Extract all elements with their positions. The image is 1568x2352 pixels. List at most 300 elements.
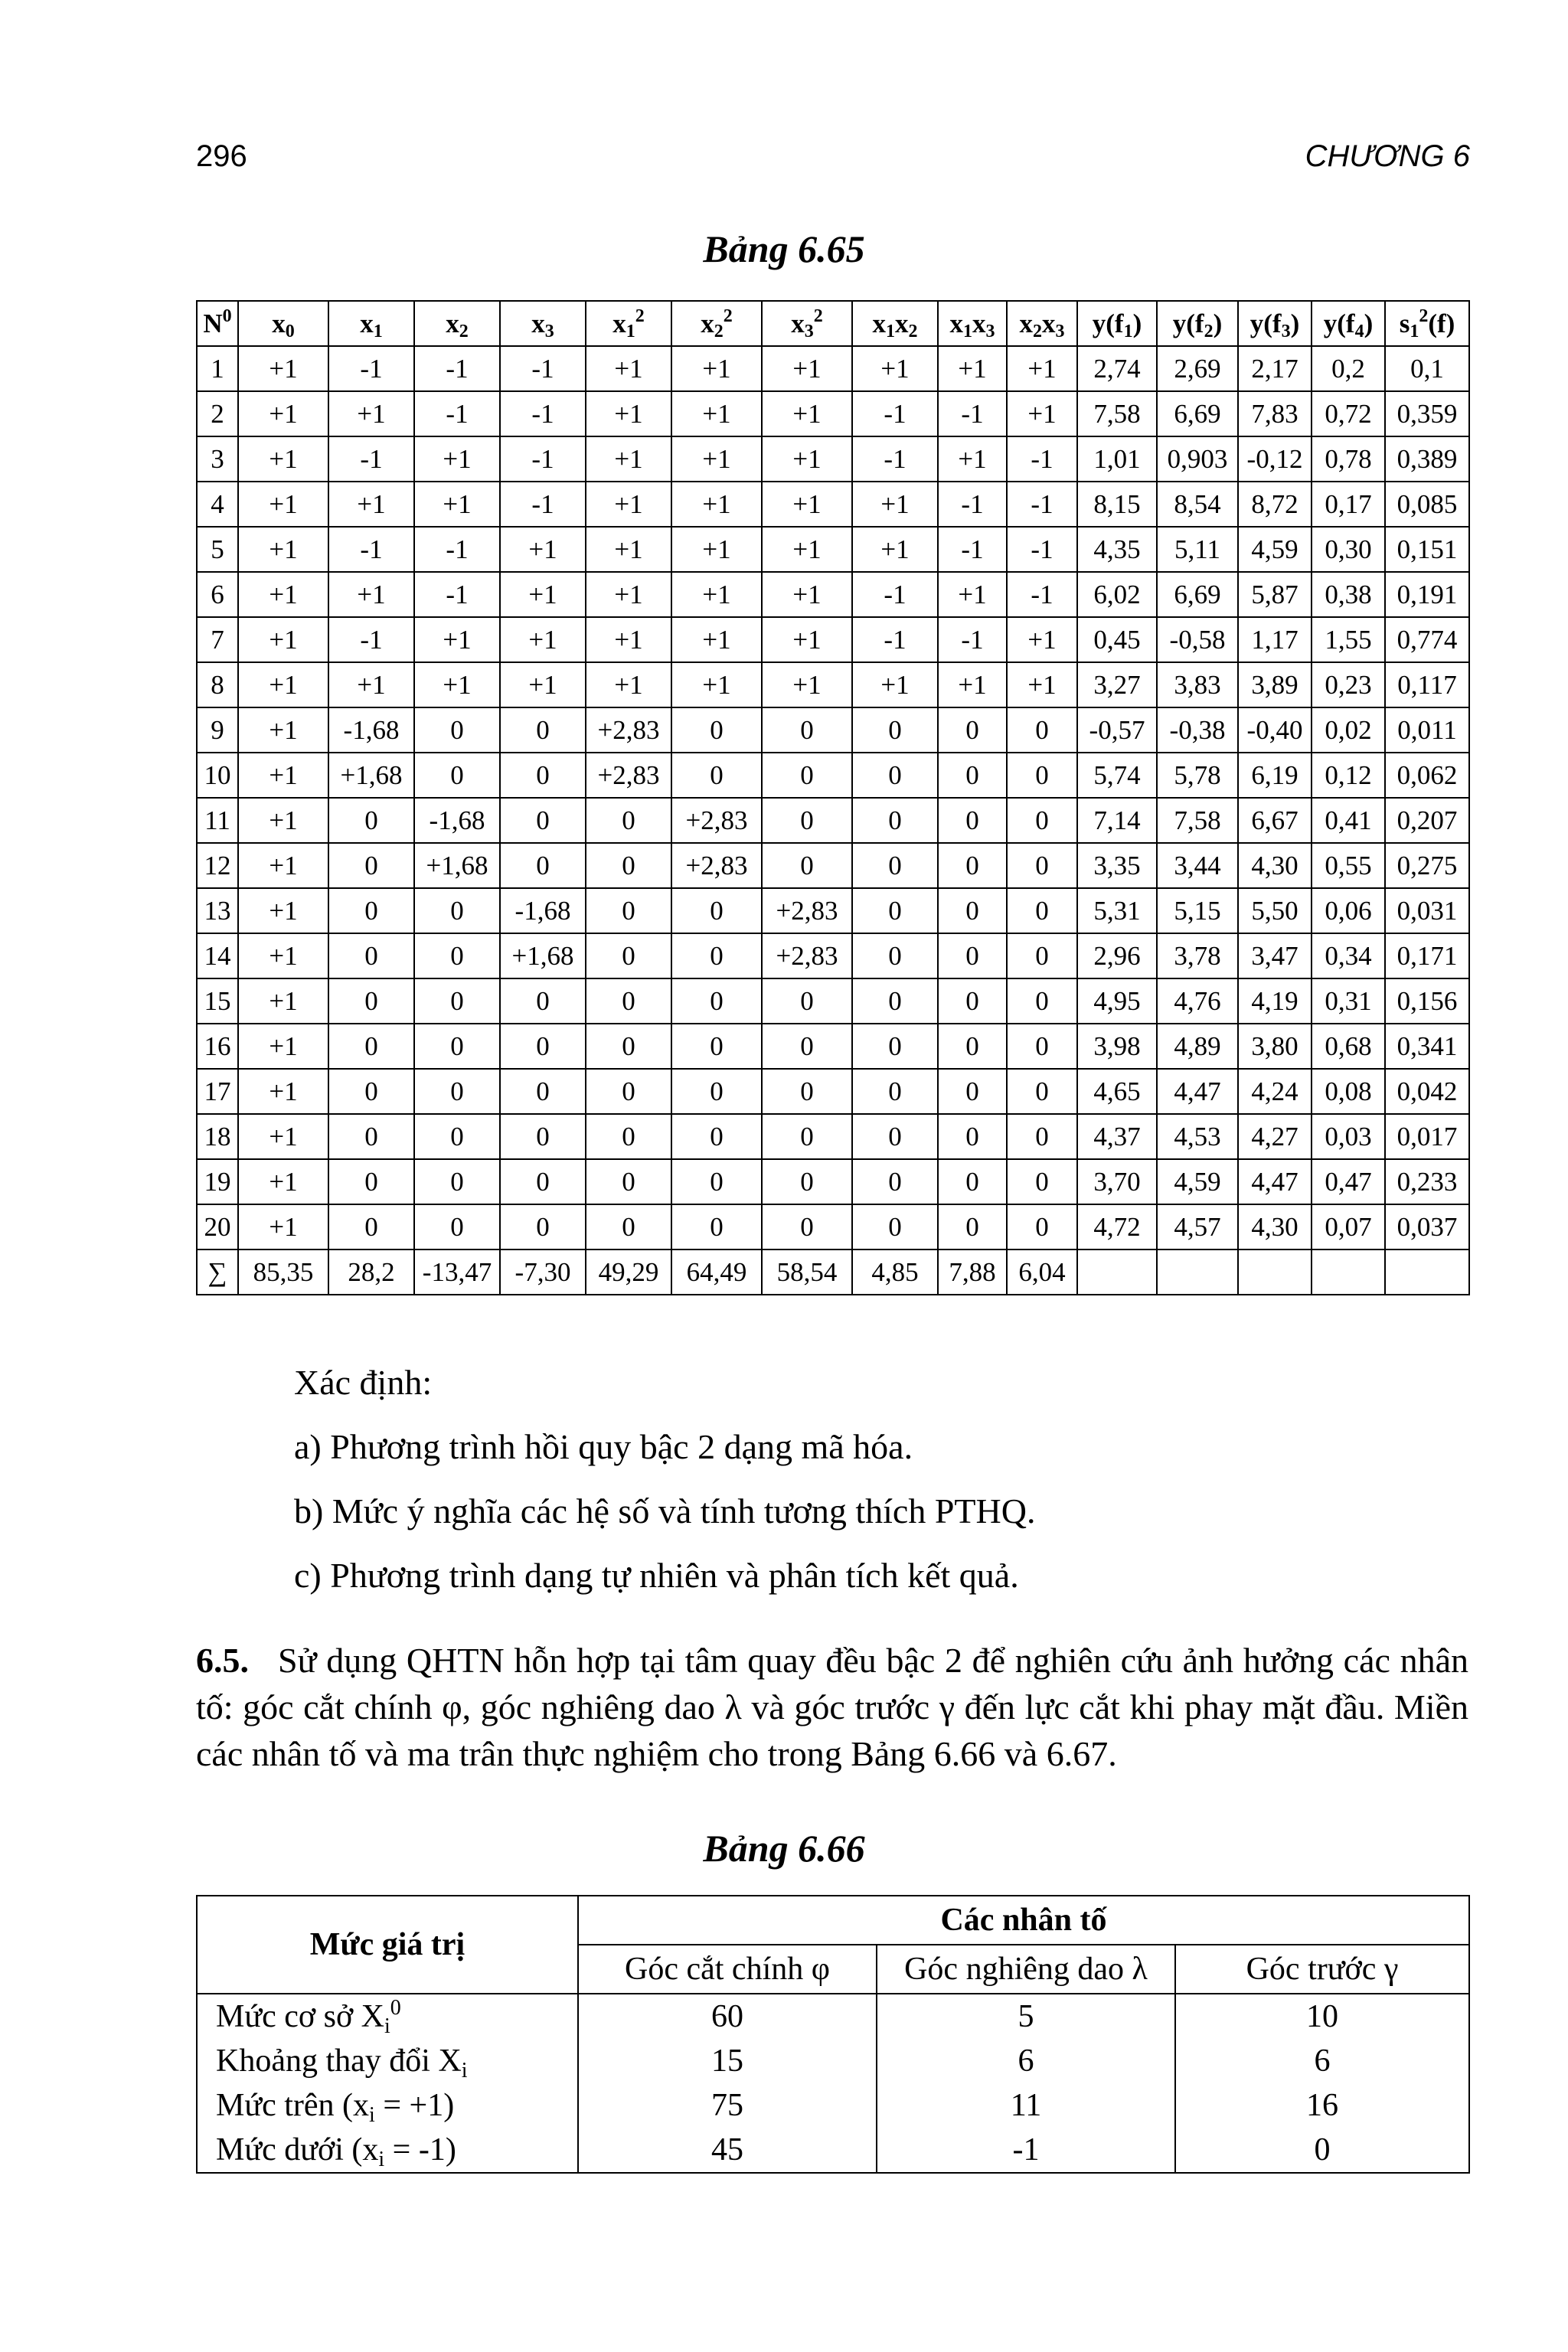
table-row	[197, 617, 1469, 662]
table-cell: +1	[586, 617, 671, 662]
table-cell: 4,57	[1157, 1204, 1238, 1250]
table-cell: -1	[938, 527, 1007, 572]
table-cell: +1	[238, 978, 328, 1024]
table-cell: 1,01	[1077, 436, 1157, 482]
header-sup: 2	[813, 305, 823, 326]
table-cell: -1	[938, 391, 1007, 436]
table-cell: 0,359	[1385, 391, 1469, 436]
table-cell: 0,903	[1157, 436, 1238, 482]
table-row	[197, 798, 1469, 843]
table-cell: 6,19	[1238, 753, 1312, 798]
header-base: x	[612, 308, 626, 338]
table-cell: 4,24	[1238, 1069, 1312, 1114]
table-cell: 3,78	[1157, 933, 1238, 978]
table-cell: 0,23	[1312, 662, 1385, 707]
table-cell: 0	[328, 933, 414, 978]
table-cell: +1	[671, 391, 762, 436]
table-cell: 3,89	[1238, 662, 1312, 707]
table-cell: 0	[1007, 1114, 1077, 1159]
table-65-header-cell	[1238, 301, 1312, 346]
table-cell: +1	[328, 391, 414, 436]
table-cell: 0,062	[1385, 753, 1469, 798]
table-cell: +1	[586, 662, 671, 707]
table-65-header-row	[197, 301, 1469, 346]
table-66-row	[197, 2128, 1469, 2173]
table-cell: 0	[328, 978, 414, 1024]
table-cell: -1	[328, 346, 414, 391]
table-cell: 3,98	[1077, 1024, 1157, 1069]
table-cell: 0	[500, 798, 586, 843]
header-tail: )	[1290, 308, 1300, 338]
table-cell: +1	[586, 527, 671, 572]
row-label-text: Mức dưới (x	[216, 2132, 379, 2167]
header-sub: 2	[714, 321, 724, 341]
header-base: y(f	[1092, 308, 1124, 338]
table-cell: +1	[238, 1159, 328, 1204]
row-label-sub: i	[461, 2059, 468, 2082]
header-sub2: 3	[1055, 321, 1065, 341]
table-cell: -1	[1007, 482, 1077, 527]
table-cell: +1	[852, 527, 938, 572]
table-cell: 0	[762, 753, 852, 798]
table-cell: +1	[414, 436, 500, 482]
table-cell: 3,27	[1077, 662, 1157, 707]
table-cell: +2,83	[671, 843, 762, 888]
table-cell: +1	[1007, 391, 1077, 436]
table-cell: +1,68	[328, 753, 414, 798]
header-base2: x	[1042, 308, 1056, 338]
table-cell: 0,031	[1385, 888, 1469, 933]
table-cell: -1,68	[328, 707, 414, 753]
sum-cell: -13,47	[414, 1250, 500, 1295]
table-cell: 0	[762, 1069, 852, 1114]
table-cell: 0,06	[1312, 888, 1385, 933]
table-cell: 9	[197, 707, 238, 753]
table-cell: +1	[938, 572, 1007, 617]
table-cell: 4,72	[1077, 1204, 1157, 1250]
table-cell: 5,15	[1157, 888, 1238, 933]
sum-cell: 4,85	[852, 1250, 938, 1295]
factor-name-phi: Góc cắt chính φ	[578, 1945, 877, 1994]
table-cell: 0	[1007, 888, 1077, 933]
value-cell: 15	[578, 2039, 877, 2083]
table-cell: 0	[671, 707, 762, 753]
table-cell: 0	[671, 888, 762, 933]
table-cell: 0	[414, 1159, 500, 1204]
table-sum-row	[197, 1250, 1469, 1295]
table-65-header-cell	[500, 301, 586, 346]
table-cell: 0	[852, 753, 938, 798]
table-cell: 0	[1007, 707, 1077, 753]
row-label-text: Mức cơ sở X	[216, 1999, 384, 2034]
table-cell: +1	[238, 1114, 328, 1159]
table-cell: 0	[938, 843, 1007, 888]
table-cell: 0	[852, 798, 938, 843]
table-cell: +1	[238, 572, 328, 617]
table-cell: 0	[852, 707, 938, 753]
table-cell: 0	[414, 933, 500, 978]
table-cell: -1	[328, 617, 414, 662]
table-row	[197, 391, 1469, 436]
table-cell: +1	[500, 617, 586, 662]
table-cell: -1	[500, 436, 586, 482]
table-65-caption: Bảng 6.65	[703, 227, 865, 270]
header-base: y(f	[1250, 308, 1282, 338]
table-cell: +1	[500, 527, 586, 572]
row-label	[197, 1994, 578, 2039]
table-cell: 0,08	[1312, 1069, 1385, 1114]
table-cell: 0	[328, 1114, 414, 1159]
table-cell: -1	[852, 572, 938, 617]
table-cell: 0	[328, 1069, 414, 1114]
table-cell: 5,78	[1157, 753, 1238, 798]
header-base: x	[531, 308, 545, 338]
task-list	[294, 1359, 1468, 1616]
header-tail: )	[1213, 308, 1223, 338]
table-cell: +1	[238, 1069, 328, 1114]
table-cell: 0,191	[1385, 572, 1469, 617]
table-cell: -1	[852, 436, 938, 482]
task-item-c: c) Phương trình dạng tự nhiên và phân tích kết quả.	[294, 1556, 1019, 1595]
header-sub: 1	[963, 321, 972, 341]
exercise-number: 6.5.	[196, 1641, 249, 1680]
table-65	[196, 300, 1470, 1295]
table-65-header-cell	[762, 301, 852, 346]
table-cell: 0	[852, 843, 938, 888]
table-cell: 0	[1007, 753, 1077, 798]
header-sub: 0	[285, 321, 295, 341]
table-cell: 14	[197, 933, 238, 978]
table-cell: -1,68	[414, 798, 500, 843]
table-cell: 0	[586, 978, 671, 1024]
level-header: Mức giá trị	[197, 1896, 578, 1994]
table-cell: 0	[586, 888, 671, 933]
table-cell: 0,34	[1312, 933, 1385, 978]
header-base: y(f	[1172, 308, 1204, 338]
header-base: x	[791, 308, 805, 338]
table-cell: 0,042	[1385, 1069, 1469, 1114]
table-cell: 0	[1007, 1024, 1077, 1069]
table-cell: 0	[414, 1204, 500, 1250]
header-base: y(f	[1323, 308, 1355, 338]
table-cell: 3,83	[1157, 662, 1238, 707]
table-cell: +1	[238, 798, 328, 843]
table-row	[197, 978, 1469, 1024]
table-cell: 0	[762, 1204, 852, 1250]
table-cell: 0	[586, 1069, 671, 1114]
table-cell: +1	[414, 617, 500, 662]
table-cell: 0	[671, 978, 762, 1024]
table-cell: 0,30	[1312, 527, 1385, 572]
header-base: x	[1019, 308, 1033, 338]
table-cell: 0	[586, 1204, 671, 1250]
table-row	[197, 1069, 1469, 1114]
table-66	[196, 1895, 1470, 2174]
table-cell: 0	[500, 1024, 586, 1069]
table-cell: -1	[1007, 436, 1077, 482]
table-cell: 0	[500, 753, 586, 798]
value-cell: 60	[578, 1994, 877, 2039]
table-cell: -0,12	[1238, 436, 1312, 482]
table-cell: 0,389	[1385, 436, 1469, 482]
table-cell: -1	[414, 391, 500, 436]
value-cell: 6	[1314, 2043, 1331, 2079]
table-cell: 0	[328, 1024, 414, 1069]
table-cell: +1	[238, 707, 328, 753]
table-cell: -0,40	[1238, 707, 1312, 753]
factors-header: Các nhân tố	[578, 1896, 1469, 1945]
value-cell: 5	[877, 1994, 1175, 2039]
table-cell: 16	[197, 1024, 238, 1069]
table-cell: 5,31	[1077, 888, 1157, 933]
table-cell: 0	[328, 843, 414, 888]
table-cell: 6,67	[1238, 798, 1312, 843]
table-row	[197, 527, 1469, 572]
table-cell: 0,38	[1312, 572, 1385, 617]
table-cell: 2,96	[1077, 933, 1157, 978]
table-65-header-cell	[586, 301, 671, 346]
table-cell: 4,30	[1238, 843, 1312, 888]
table-cell: 4,59	[1238, 527, 1312, 572]
table-cell: 5,11	[1157, 527, 1238, 572]
table-cell: 2,17	[1238, 346, 1312, 391]
table-cell: 0	[938, 1159, 1007, 1204]
table-cell: 0,68	[1312, 1024, 1385, 1069]
table-cell: -1	[938, 617, 1007, 662]
table-cell: +1	[238, 1024, 328, 1069]
table-cell: 0	[414, 707, 500, 753]
table-cell: 0,774	[1385, 617, 1469, 662]
table-row	[197, 707, 1469, 753]
table-cell: -1	[500, 482, 586, 527]
table-cell: 0,1	[1385, 346, 1469, 391]
table-cell: +1	[238, 843, 328, 888]
table-cell: +1	[1007, 346, 1077, 391]
row-label	[197, 2083, 578, 2128]
header-sup: 0	[222, 305, 232, 326]
header-sup: 2	[1419, 305, 1429, 326]
table-cell: 0	[500, 1204, 586, 1250]
header-tail: (f)	[1428, 308, 1455, 338]
table-cell: 0	[852, 888, 938, 933]
header-tail: )	[1364, 308, 1374, 338]
table-cell: +1	[938, 346, 1007, 391]
table-cell: 0	[852, 933, 938, 978]
table-cell: 0	[762, 978, 852, 1024]
table-row	[197, 346, 1469, 391]
table-cell: +1	[328, 482, 414, 527]
table-cell: +1	[671, 436, 762, 482]
table-cell: 1,17	[1238, 617, 1312, 662]
table-cell: +1	[328, 572, 414, 617]
header-base: x	[272, 308, 286, 338]
table-cell: 0	[328, 798, 414, 843]
table-cell: 0,17	[1312, 482, 1385, 527]
row-label-tail: = -1)	[384, 2132, 456, 2167]
table-cell: -1	[1007, 527, 1077, 572]
table-cell: 8,54	[1157, 482, 1238, 527]
header-sup: 2	[723, 305, 733, 326]
table-row	[197, 662, 1469, 707]
table-cell: 0	[938, 1024, 1007, 1069]
table-cell: 0	[762, 798, 852, 843]
table-cell: 0,45	[1077, 617, 1157, 662]
table-cell: 0,78	[1312, 436, 1385, 482]
table-cell: 0,341	[1385, 1024, 1469, 1069]
table-cell: -1	[500, 391, 586, 436]
table-cell: 4,76	[1157, 978, 1238, 1024]
table-row	[197, 572, 1469, 617]
table-cell: 0	[500, 1114, 586, 1159]
table-cell: +1	[762, 346, 852, 391]
table-cell: -0,58	[1157, 617, 1238, 662]
table-cell: 0	[586, 1114, 671, 1159]
table-cell: +1	[238, 527, 328, 572]
table-cell: +1	[762, 527, 852, 572]
value-cell: 45	[578, 2128, 877, 2173]
table-cell: +1	[328, 662, 414, 707]
table-cell: 11	[197, 798, 238, 843]
table-cell: 20	[197, 1204, 238, 1250]
sum-cell	[1077, 1250, 1157, 1295]
table-cell: 0	[328, 1159, 414, 1204]
table-cell: 0,037	[1385, 1204, 1469, 1250]
table-cell: +1	[586, 482, 671, 527]
table-cell: +1	[586, 572, 671, 617]
table-cell: +1	[238, 933, 328, 978]
table-cell: 0	[414, 1024, 500, 1069]
row-label-sub: i	[378, 2148, 385, 2171]
header-sub: 2	[1204, 321, 1214, 341]
header-base: x	[446, 308, 459, 338]
table-cell: -1	[852, 391, 938, 436]
table-cell: 7,83	[1238, 391, 1312, 436]
task-item-b: b) Mức ý nghĩa các hệ số và tính tương thích PTHQ.	[294, 1491, 1036, 1530]
header-base2: x	[972, 308, 986, 338]
task-intro: Xác định:	[294, 1363, 433, 1402]
table-cell: 6,69	[1157, 391, 1238, 436]
table-cell: 0	[328, 888, 414, 933]
table-cell: +1	[414, 662, 500, 707]
table-cell: 0	[938, 978, 1007, 1024]
table-cell: 0	[852, 1159, 938, 1204]
table-cell: +1	[762, 617, 852, 662]
table-cell: -1	[414, 346, 500, 391]
table-cell: -0,38	[1157, 707, 1238, 753]
table-cell: 0	[1007, 843, 1077, 888]
table-cell: +1	[671, 527, 762, 572]
table-66-row	[197, 2083, 1469, 2128]
table-cell: 0,117	[1385, 662, 1469, 707]
table-row	[197, 482, 1469, 527]
value-cell: 0	[1314, 2132, 1331, 2167]
table-cell: 0	[500, 843, 586, 888]
exercise-paragraph	[196, 1637, 1468, 1777]
task-item-a: a) Phương trình hồi quy bậc 2 dạng mã hóa.	[294, 1427, 913, 1466]
table-cell: 4,47	[1238, 1159, 1312, 1204]
table-row	[197, 1114, 1469, 1159]
table-cell: 0	[586, 798, 671, 843]
header-sub: 3	[804, 321, 814, 341]
table-cell: 0,03	[1312, 1114, 1385, 1159]
header-sub2: 3	[985, 321, 995, 341]
table-65-header-cell	[1312, 301, 1385, 346]
table-cell: 12	[197, 843, 238, 888]
table-cell: +1,68	[414, 843, 500, 888]
table-cell: -1	[938, 482, 1007, 527]
table-cell: 4,19	[1238, 978, 1312, 1024]
table-cell: +1	[238, 436, 328, 482]
table-cell: 6	[197, 572, 238, 617]
table-cell: +2,83	[762, 933, 852, 978]
table-row	[197, 933, 1469, 978]
table-cell: 0	[671, 1069, 762, 1114]
row-label-text: Khoảng thay đổi X	[216, 2043, 462, 2079]
table-cell: +1	[762, 436, 852, 482]
table-65-body	[197, 346, 1469, 1295]
table-cell: 3,70	[1077, 1159, 1157, 1204]
table-cell: 4,47	[1157, 1069, 1238, 1114]
table-cell: 6,02	[1077, 572, 1157, 617]
table-cell: 18	[197, 1114, 238, 1159]
header-sub: 1	[373, 321, 383, 341]
row-label	[197, 2039, 578, 2083]
table-cell: 8,15	[1077, 482, 1157, 527]
table-cell: +2,83	[762, 888, 852, 933]
table-cell: 4	[197, 482, 238, 527]
header-sub: 4	[1354, 321, 1364, 341]
table-cell: 0	[586, 1024, 671, 1069]
table-cell: 0	[938, 798, 1007, 843]
table-cell: 7,58	[1077, 391, 1157, 436]
table-cell: 4,30	[1238, 1204, 1312, 1250]
sum-cell	[1157, 1250, 1238, 1295]
header-sup: 2	[635, 305, 645, 326]
table-cell: +1	[762, 391, 852, 436]
table-65-header-cell	[852, 301, 938, 346]
table-cell: 0	[500, 1069, 586, 1114]
table-cell: 0	[762, 1114, 852, 1159]
table-cell: 13	[197, 888, 238, 933]
table-cell: +1	[238, 391, 328, 436]
table-cell: 0	[586, 1159, 671, 1204]
table-65-header-cell	[1077, 301, 1157, 346]
header-sub: 2	[459, 321, 469, 341]
table-cell: -1	[414, 527, 500, 572]
table-cell: +1	[500, 662, 586, 707]
table-cell: 0,011	[1385, 707, 1469, 753]
table-cell: 0	[1007, 1069, 1077, 1114]
table-cell: 0	[762, 1024, 852, 1069]
table-cell: 7,14	[1077, 798, 1157, 843]
table-cell: 0,2	[1312, 346, 1385, 391]
table-cell: 0	[1007, 933, 1077, 978]
sum-cell: 49,29	[586, 1250, 671, 1295]
header-base2: x	[895, 308, 909, 338]
table-cell: 4,27	[1238, 1114, 1312, 1159]
factor-name-gamma: Góc trước γ	[1175, 1945, 1469, 1994]
sum-cell	[1312, 1250, 1385, 1295]
table-cell: 0	[1007, 1159, 1077, 1204]
header-sub2: 2	[908, 321, 918, 341]
value-cell: 6	[877, 2039, 1175, 2083]
header-sub: 1	[886, 321, 895, 341]
table-cell: 0	[1007, 978, 1077, 1024]
header-base: x	[701, 308, 714, 338]
table-65-header-cell	[1385, 301, 1469, 346]
table-cell: 0	[762, 843, 852, 888]
table-cell: 0,12	[1312, 753, 1385, 798]
